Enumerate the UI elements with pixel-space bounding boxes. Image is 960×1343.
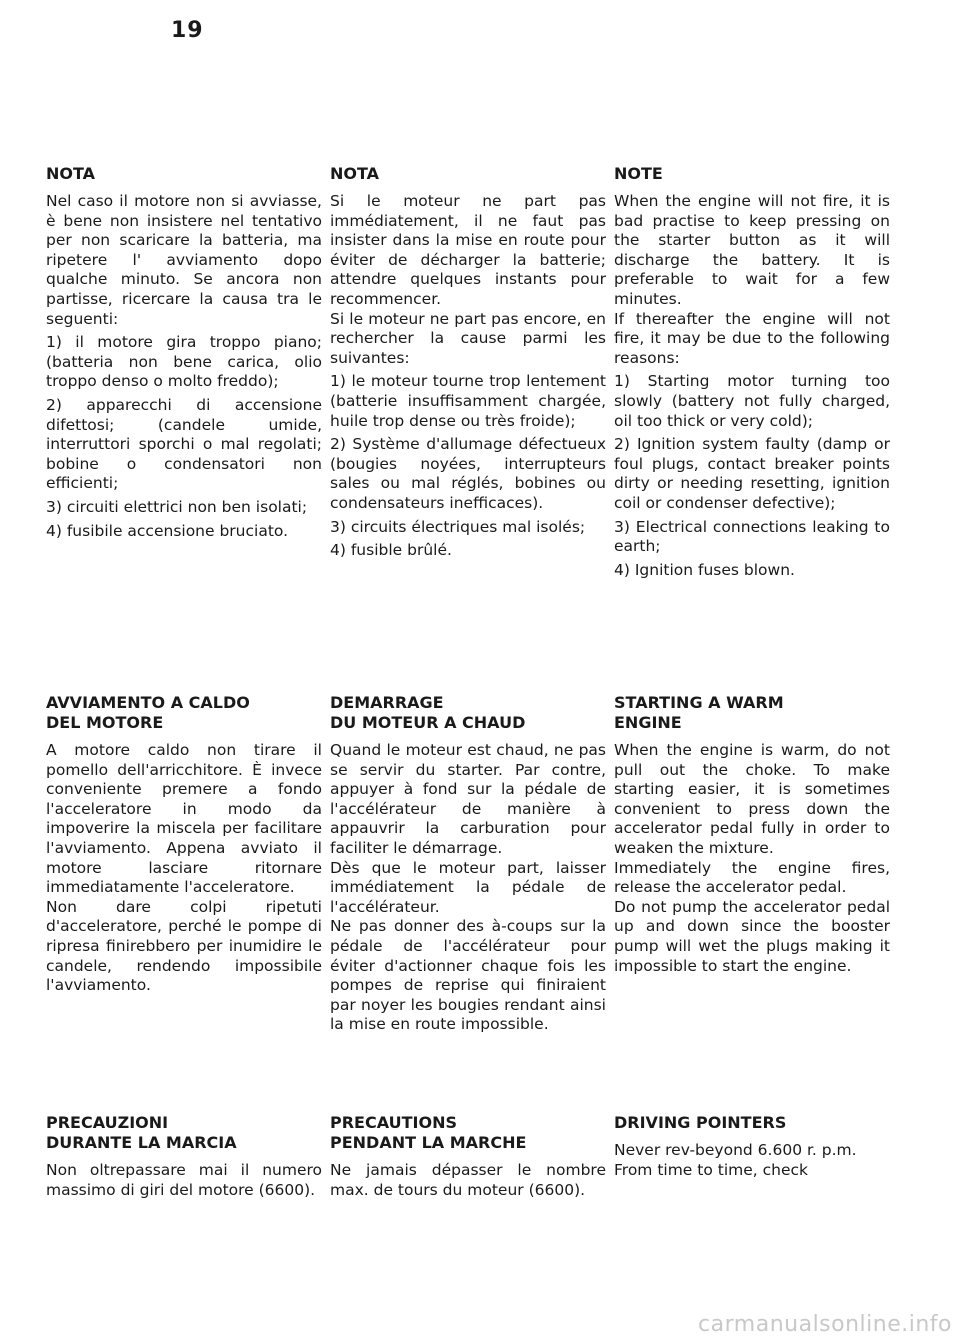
paragraph: 3) circuits électriques mal isolés;	[330, 517, 586, 536]
section-heading: AVVIAMENTO A CALDO DEL MOTORE	[46, 693, 250, 732]
section-heading: DEMARRAGE DU MOTEUR A CHAUD	[330, 693, 526, 732]
section-2-french-column	[330, 693, 606, 1039]
section-3-italian-column	[46, 1113, 322, 1204]
paragraph: 3) Electrical connections leaking to earth;	[614, 517, 890, 556]
paragraph: Nel caso il motore non si avviasse, è bene non insistere nel tentativo per non scaricare la batteria, ma ripetere l' avviamento dopo qualche minuto. Se ancora non partisse, ricercare la causa tra le seguenti:	[46, 192, 322, 328]
paragraph: A motore caldo non tirare il pomello dell'arricchitore. È invece conveniente premere a fondo l'acceleratore in modo da impoverire la miscela per facilitare l'avviamento. Appena avviato il motore lasciare ritornare immediatamente l'acceleratore. Non dare colpi ripetuti d'acceleratore, perché le pompe di ripresa finirebbero per inumidire le candele, rendendo impossibile l'avviamento.	[46, 741, 322, 995]
watermark: carmanualsonline.info	[698, 1312, 952, 1337]
paragraph: 4) Ignition fuses blown.	[614, 560, 795, 579]
section-3-english-column	[614, 1113, 890, 1184]
paragraph: 2) Système d'allumage défectueux (bougies noyées, interrupteurs sales ou mal réglés, bobines ou condensateurs inefficaces).	[330, 435, 606, 512]
paragraph: Si le moteur ne part pas immédiatement, il ne faut pas insister dans la mise en route pour éviter de décharger la batterie; attendre quelques instants pour recommencer. Si le moteur ne part pas encore, en rechercher la cause parmi les suivantes:	[330, 192, 606, 367]
paragraph: 2) apparecchi di accensione difettosi; (candele umide, interruttori sporchi o mal regolati; bobine o condensatori non efficienti;	[46, 395, 322, 493]
paragraph: Ne jamais dépasser le nombre max. de tours du moteur (6600).	[330, 1161, 606, 1199]
page-number: 19	[171, 18, 204, 43]
section-1-french-column	[330, 164, 606, 565]
section-2-italian-column	[46, 693, 322, 1000]
section-heading: NOTA	[330, 164, 380, 183]
section-heading: PRECAUZIONI DURANTE LA MARCIA	[46, 1113, 237, 1152]
paragraph: 1) le moteur tourne trop lentement (batterie insuffisamment chargée, huile trop dense ou très froide);	[330, 372, 606, 430]
paragraph: When the engine is warm, do not pull out the choke. To make starting easier, it is sometimes convenient to press down the accelerator pedal fully in order to weaken the mixture. Immediately the engine fires, release the accelerator pedal. Do not pump the accelerator pedal up and down since the booster pump will wet the plugs making it impossible to start the engine.	[614, 741, 890, 975]
paragraph: 4) fusible brûlé.	[330, 541, 452, 560]
section-heading: STARTING A WARM ENGINE	[614, 693, 784, 732]
section-heading: DRIVING POINTERS	[614, 1113, 787, 1132]
paragraph: Quand le moteur est chaud, ne pas se servir du starter. Par contre, appuyer à fond sur la pédale de l'accélérateur de manière à appauvrir la carburation pour faciliter le démarrage. Dès que le moteur part, laisser immédiatement la pédale de l'accélérateur. Ne pas donner des à-coups sur la pédale de l'accélérateur pour éviter d'actionner chaque fois les pompes de reprise qui finiraient par noyer les bougies rendant ainsi la mise en route impossible.	[330, 741, 606, 1034]
paragraph: 1) il motore gira troppo piano; (batteria non bene carica, olio troppo denso o molto freddo);	[46, 333, 322, 391]
paragraph: Non oltrepassare mai il numero massimo di giri del motore (6600).	[46, 1161, 322, 1199]
section-3-french-column	[330, 1113, 606, 1204]
paragraph: 3) circuiti elettrici non ben isolati;	[46, 497, 308, 516]
section-1-italian-column	[46, 164, 322, 545]
paragraph: 2) Ignition system faulty (damp or foul plugs, contact breaker points dirty or needing resetting, ignition coil or condenser defective);	[614, 435, 890, 512]
section-heading: NOTA	[46, 164, 96, 183]
section-heading: NOTE	[614, 164, 663, 183]
paragraph: Never rev-beyond 6.600 r. p.m. From time to time, check	[614, 1141, 857, 1179]
section-heading: PRECAUTIONS PENDANT LA MARCHE	[330, 1113, 527, 1152]
section-1-english-column	[614, 164, 890, 584]
paragraph: When the engine will not fire, it is bad practise to keep pressing on the starter button as it will discharge the battery. It is preferable to wait for a few minutes. If thereafter the engine will not fire, it may be due to the following reasons:	[614, 192, 890, 367]
section-2-english-column	[614, 693, 890, 980]
paragraph: 4) fusibile accensione bruciato.	[46, 521, 289, 540]
paragraph: 1) Starting motor turning too slowly (battery not fully charged, oil too thick or very cold);	[614, 372, 890, 430]
